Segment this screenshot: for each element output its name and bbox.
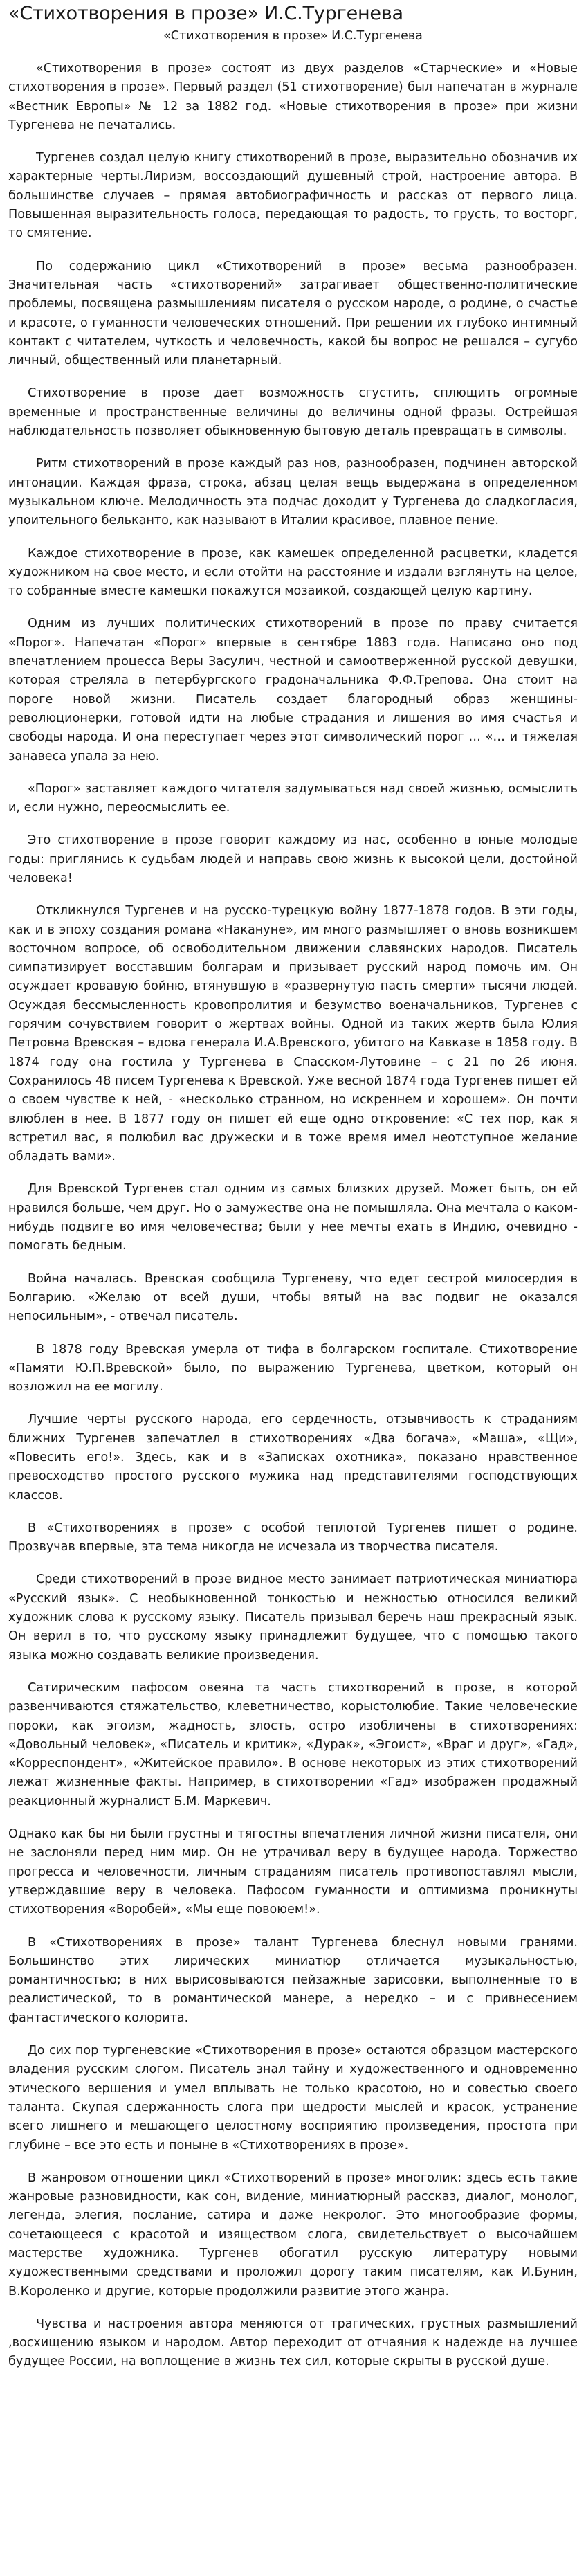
paragraph: «Стихотворения в прозе» состоят из двух разделов «Старческие» и «Новые стихотворения в прозе». Первый раздел (51 стихотворение) был напечатан в журнале «Вестник Европы» № 12 за 1882 год. «Новые стихотворения в прозе» при жизни Тургенева не печатались. — [8, 62, 578, 132]
paragraph: Однако как бы ни были грустны и тягостны впечатления личной жизни писателя, они не заслоняли перед ним мир. Он не утрачивал веру в будущее народа. Торжество прогресса и человечности, личным страданиям писатель противопоставлял мысли, утверждавшие веру в человека. Пафосом гуманности и оптимизма проникнуты стихотворения «Воробей», «Мы еще повоюем!». — [8, 1827, 578, 1917]
paragraph: До сих пор тургеневские «Стихотворения в прозе» остаются образцом мастерского владения русским слогом. Писатель знал тайну и художественного и одновременно этического вершения и умел вплывать не только красотою, но и совестью своего таланта. Скупая сдержанность слога при щедрости мыслей и красок, устранение всего лишнего и мешающего целостному восприятию произведения, простота при глубине – все это есть и поныне в «Стихотворениях в прозе». — [8, 2044, 578, 2152]
paragraph: В «Стихотворениях в прозе» с особой теплотой Тургенев пишет о родине. Прозвучав впервые, эта тема никогда не исчезала из творчества писателя. — [8, 1521, 578, 1554]
article-body — [8, 60, 578, 2372]
paragraph: Среди стихотворений в прозе видное место занимает патриотическая миниатюра «Русский язык». С необыкновенной тонкостью и нежностью относился великий художник слова к русскому языку. Писатель призывал беречь наш прекрасный язык. Он верил в то, что русскому языку принадлежит будущее, что с помощью такого языка можно создавать великие произведения. — [8, 1572, 578, 1662]
paragraph: Война началась. Вревская сообщила Тургеневу, что едет сестрой милосердия в Болгарию. «Желаю от всей души, чтобы вятый на вас подвиг не оказался непосильным», - отвечал писатель. — [8, 1271, 578, 1324]
paragraph: Чувства и настроения автора меняются от трагических, грустных размышлений ,восхищению языком и народом. Автор переходит от отчаяния к надежде на лучшее будущее России, на воплощение в жизнь тех сил, которые скрыты в русской душе. — [8, 2316, 578, 2369]
paragraph: В 1878 году Вревская умерла от тифа в болгарском госпитале. Стихотворение «Памяти Ю.П.Вревской» было, по выражению Тургенева, цветком, который он возложил на ее могилу. — [8, 1342, 578, 1395]
paragraph: Для Вревской Тургенев стал одним из самых близких друзей. Может быть, он ей нравился больше, чем друг. Но о замужестве она не помышляла. Она мечтала о каком-нибудь подвиге во имя человечества; были у нее мечты ехать в Индию, очевидно - помогать бедным. — [8, 1182, 578, 1253]
paragraph: Каждое стихотворение в прозе, как камешек определенной расцветки, кладется художником на свое место, и если отойти на расстояние и издали взглянуть на целое, то собранные вместе камешки покажутся мозаикой, создающей целую картину. — [8, 546, 578, 599]
paragraph: «Порог» заставляет каждого читателя задумываться над своей жизнью, осмыслить и, если нужно, переосмыслить ее. — [8, 781, 578, 815]
paragraph: Ритм стихотворений в прозе каждый раз нов, разнообразен, подчинен авторской интонации. Каждая фраза, строка, абзац целая вещь выдержана в определенном музыкальном ключе. Мелодичность эта подчас доходит у Тургенева до сладкогласия, упоительного бельканто, как называют в Италии красивое, плавное пение. — [8, 457, 578, 528]
paragraph: По содержанию цикл «Стихотворений в прозе» весьма разнообразен. Значительная часть «стихотворений» затрагивает общественно-политические проблемы, посвящена размышлениям писателя о русском народе, о родине, о счастье и красоте, о гуманности человеческих отношений. При решении их глубоко интимный контакт с читателем, чуткость и человечность, какой бы вопрос не решался – сугубо личный, общественный или планетарный. — [8, 259, 578, 368]
page-title: «Стихотворения в прозе» И.С.Тургенева — [8, 3, 403, 24]
paragraph: Тургенев создал целую книгу стихотворений в прозе, выразительно обозначив их характерные черты.Лиризм, воссоздающий душевный строй, настроение автора. В большинстве случаев – прямая автобиографичность и рассказ от первого лица. Повышенная выразительность голоса, передающая то радость, то грусть, то восторг, то смятение. — [8, 151, 578, 241]
paragraph: Лучшие черты русского народа, его сердечность, отзывчивость к страданиям ближних Тургенев запечатлел в стихотворениях «Два богача», «Маша», «Щи», «Повесить его!». Здесь, как и в «Записках охотника», показано нравственное превосходство простого русского мужика над представителями господствующих классов. — [8, 1413, 578, 1503]
paragraph: В жанровом отношении цикл «Стихотворений в прозе» многолик: здесь есть такие жанровые разновидности, как сон, видение, миниатюрный рассказ, диалог, монолог, легенда, элегия, послание, сатира и даже некролог. Это многообразие формы, сочетающееся с красотой и изяществом слога, свидетельствует о высочайшем мастерстве художника. Тургенев обогатил русскую литературу новыми художественными средствами и проложил дорогу таким писателям, как И.Бунин, В.Короленко и другие, которые продолжили развитие этого жанра. — [8, 2170, 578, 2298]
paragraph: Стихотворение в прозе дает возможность сгустить, сплющить огромные временные и пространственные величины до величины одной фразы. Острейшая наблюдательность позволяет обыкновенную бытовую деталь превращать в символы. — [8, 386, 578, 439]
paragraph: Откликнулся Тургенев и на русско-турецкую войну 1877-1878 годов. В эти годы, как и в эпоху создания романа «Накануне», им много размышляет о вновь возникшем восточном вопросе, об освободительном движении славянских народов. Писатель симпатизирует восставшим болгарам и призывает русский народ помочь им. Он осуждает кровавую бойню, втянувшую в «развернутую пасть смерти» тысячи людей. Осуждая бессмысленность кровопролития и безумство военачальников, Тургенев с горячим сочувствием говорит о жертвах войны. Одной из таких жертв была Юлия Петровна Вревская – вдова генерала И.А.Вревского, убитого на Кавказе в 1858 году. В 1874 году она гостила у Тургенева в Спасском-Лутовине – с 21 по 26 июня. Сохранилось 48 писем Тургенева к Вревской. Уже весной 1874 года Тургенев пишет ей о своем чувстве к ней, - «несколько странном, но искреннем и хорошем». Он почти влюблен в нее. В 1877 году он пишет ей еще одно откровение: «С тех пор, как я встретил вас, я полюбил вас дружески и в тоже время имел неотступное желание обладать вами». — [8, 904, 578, 1164]
paragraph: Сатирическим пафосом овеяна та часть стихотворений в прозе, в которой развенчиваются стяжательство, клеветничество, корыстолюбие. Такие человеческие пороки, как эгоизм, жадность, злость, остро изобличены в стихотворениях: «Довольный человек», «Писатель и критик», «Дурак», «Эгоист», «Враг и друг», «Гад», «Корреспондент», «Житейское правило». В основе некоторых из этих стихотворений лежат жизненные факты. Например, в стихотворении «Гад» изображен продажный реакционный журналист Б.М. Маркевич. — [8, 1680, 578, 1808]
paragraph: Это стихотворение в прозе говорит каждому из нас, особенно в юные молодые годы: приглянись к судьбам людей и направь свою жизнь к высокой цели, достойной человека! — [8, 833, 578, 885]
page-subtitle: «Стихотворения в прозе» И.С.Тургенева — [163, 29, 423, 43]
paragraph: В «Стихотворениях в прозе» талант Тургенева блеснул новыми гранями. Большинство этих лирических миниатюр отличается музыкальностью, романтичностью; в них вырисовываются пейзажные зарисовки, выполненные то в реалистической, то в романтической манере, а нередко – и с привнесением фантастического колорита. — [8, 1935, 578, 2025]
paragraph: Одним из лучших политических стихотворений в прозе по праву считается «Порог». Напечатан «Порог» впервые в сентябре 1883 года. Написано оно под впечатлением процесса Веры Засулич, честной и самоотверженной русской девушки, которая стреляла в петербургского градоначальника Ф.Ф.Трепова. Она стоит на пороге новой жизни. Писатель создает благородный образ женщины-революционерки, готовой идти на любые страдания и лишения во имя счастья и свободы народа. И она переступает через этот символический порог … «… и тяжелая занавеса упала за нею. — [8, 617, 578, 763]
